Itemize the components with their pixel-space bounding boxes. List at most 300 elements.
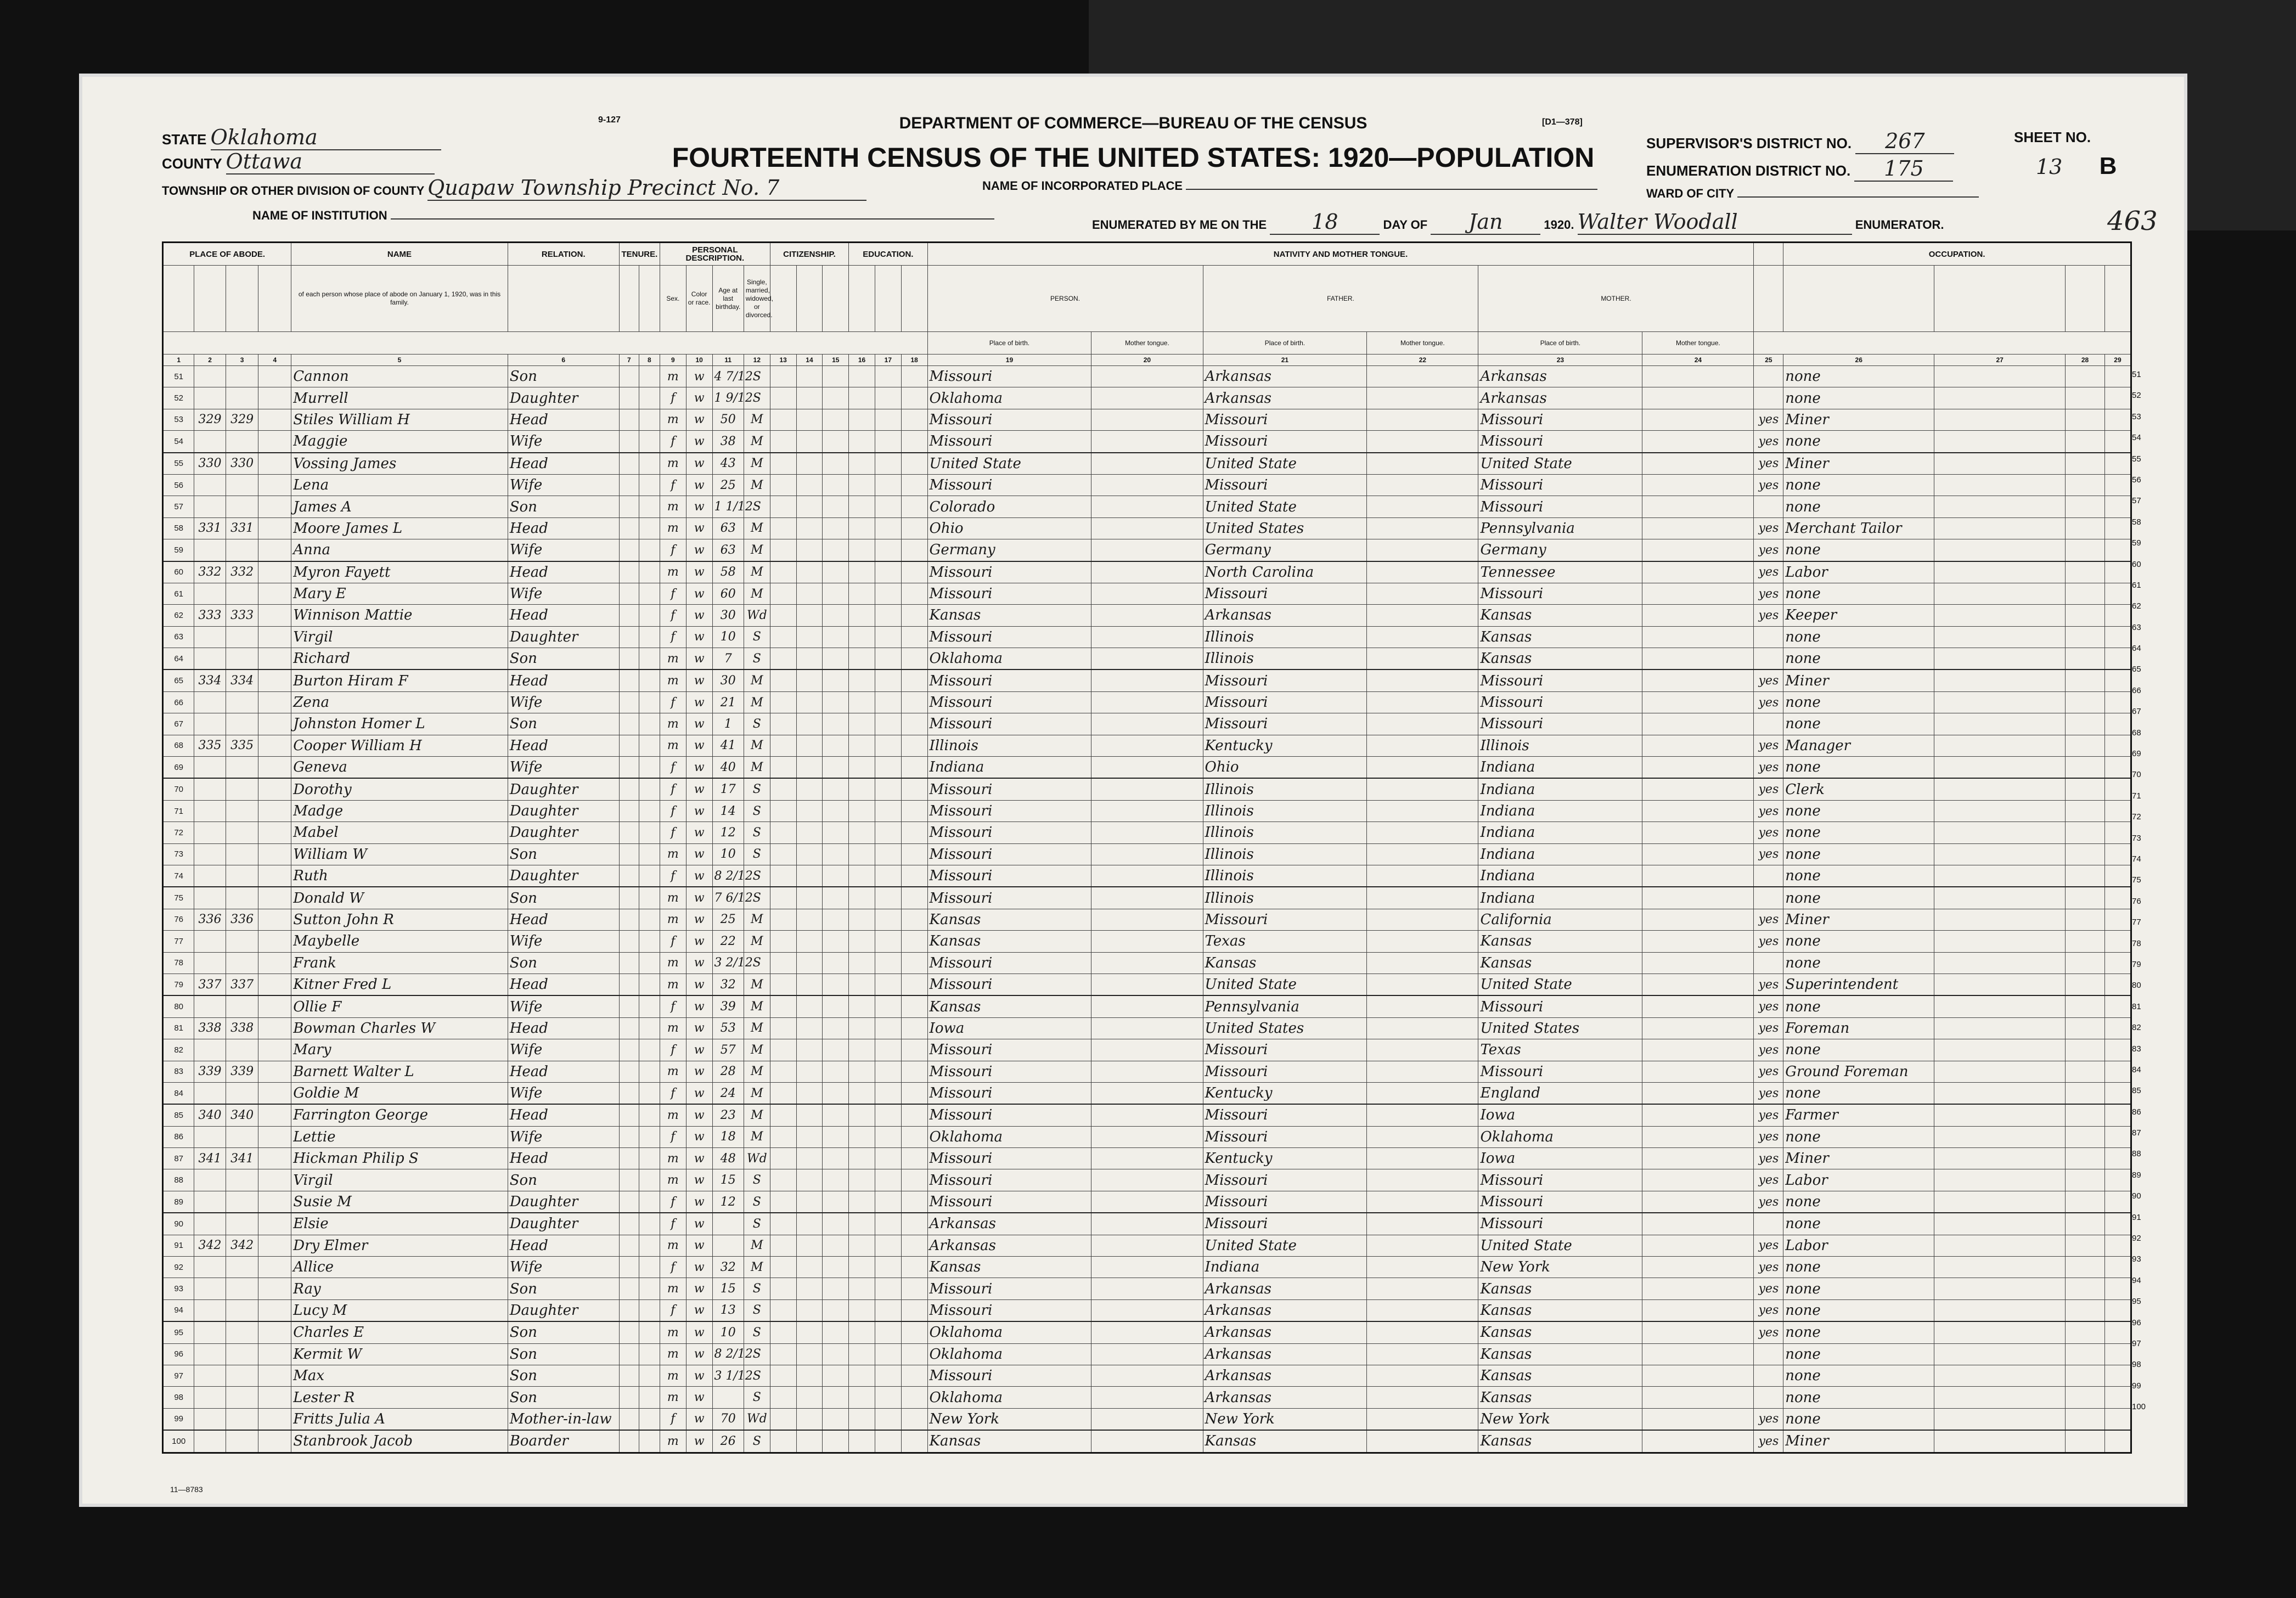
marital-status: Wd: [744, 1408, 770, 1430]
age: 24: [712, 1082, 744, 1104]
mother-place-of-birth: Indiana: [1478, 757, 1642, 779]
column-number: 22: [1367, 355, 1478, 366]
place-of-birth: Missouri: [927, 843, 1091, 865]
relation: Wife: [508, 691, 619, 713]
age: 23: [712, 1104, 744, 1126]
family-number: [226, 431, 258, 453]
line-number: 77: [163, 931, 194, 952]
place-of-birth: Arkansas: [927, 1235, 1091, 1256]
line-number: 81: [163, 1017, 194, 1039]
sex: m: [660, 1343, 686, 1365]
occupation: Miner: [1783, 1430, 1934, 1453]
father-place-of-birth: United State: [1203, 453, 1367, 475]
right-line-number: 90: [2132, 1191, 2141, 1201]
person-name: Stiles William H: [291, 409, 508, 430]
right-line-number: 77: [2132, 918, 2141, 927]
marital-status: Wd: [744, 1148, 770, 1169]
relation: Son: [508, 1278, 619, 1299]
place-of-birth: Missouri: [927, 778, 1091, 800]
father-place-of-birth: Arkansas: [1203, 1321, 1367, 1343]
table-row: [163, 1299, 2131, 1321]
dwelling-number: [194, 843, 226, 865]
speaks-english: yes: [1754, 995, 1783, 1017]
dwelling-number: 336: [194, 909, 226, 930]
family-number: [226, 1343, 258, 1365]
dwelling-number: [194, 995, 226, 1017]
line-number: 69: [163, 757, 194, 779]
marital-status: S: [744, 1169, 770, 1191]
marital-status: M: [744, 431, 770, 453]
place-of-birth: Ohio: [927, 517, 1091, 539]
father-place-of-birth: United States: [1203, 1017, 1367, 1039]
marital-status: S: [744, 496, 770, 517]
column-number: 8: [639, 355, 660, 366]
color: w: [686, 583, 712, 604]
occupation: none: [1783, 1321, 1934, 1343]
column-number: 12: [744, 355, 770, 366]
occupation: none: [1783, 1191, 1934, 1213]
father-place-of-birth: Arkansas: [1203, 605, 1367, 626]
person-name: Donald W: [291, 887, 508, 909]
place-of-birth: Missouri: [927, 583, 1091, 604]
color: w: [686, 561, 712, 583]
father-place-of-birth: Missouri: [1203, 909, 1367, 930]
dwelling-number: 338: [194, 1017, 226, 1039]
age: 8 2/12: [712, 865, 744, 887]
age: 60: [712, 583, 744, 604]
person-name: James A: [291, 496, 508, 517]
age: 14: [712, 800, 744, 821]
township-value: Quapaw Township Precinct No. 7: [427, 176, 866, 201]
table-row: [163, 1191, 2131, 1213]
table-row: [163, 1169, 2131, 1191]
mother-place-of-birth: Missouri: [1478, 1191, 1642, 1213]
relation: Daughter: [508, 822, 619, 843]
color: w: [686, 1082, 712, 1104]
relation: Head: [508, 561, 619, 583]
sex: m: [660, 496, 686, 517]
column-number: 17: [875, 355, 901, 366]
marital-status: S: [744, 648, 770, 670]
person-name: Maybelle: [291, 931, 508, 952]
mother-place-of-birth: Arkansas: [1478, 387, 1642, 409]
family-number: [226, 691, 258, 713]
father-place-of-birth: Ohio: [1203, 757, 1367, 779]
column-number: 15: [823, 355, 849, 366]
family-number: [226, 626, 258, 648]
person-name: Kitner Fred L: [291, 974, 508, 995]
age: 41: [712, 735, 744, 756]
age: 50: [712, 409, 744, 430]
marital-status: M: [744, 539, 770, 561]
color: w: [686, 626, 712, 648]
father-place-of-birth: Missouri: [1203, 669, 1367, 691]
family-number: [226, 1321, 258, 1343]
age: 7 6/12: [712, 887, 744, 909]
age: 21: [712, 691, 744, 713]
age: 3 2/12: [712, 952, 744, 974]
father-place-of-birth: Missouri: [1203, 1039, 1367, 1061]
marital-status: M: [744, 474, 770, 496]
dwelling-number: [194, 800, 226, 821]
relation: Wife: [508, 931, 619, 952]
sex: m: [660, 843, 686, 865]
institution-field: NAME OF INSTITUTION: [252, 209, 994, 223]
speaks-english: yes: [1754, 1126, 1783, 1147]
dwelling-number: 339: [194, 1061, 226, 1082]
color: w: [686, 517, 712, 539]
person-name: Elsie: [291, 1213, 508, 1235]
relation: Head: [508, 735, 619, 756]
place-of-birth: Missouri: [927, 1169, 1091, 1191]
age: 30: [712, 669, 744, 691]
relation: Head: [508, 453, 619, 475]
person-name: Cooper William H: [291, 735, 508, 756]
person-name: Dorothy: [291, 778, 508, 800]
age: 8 2/12: [712, 1343, 744, 1365]
mother-place-of-birth: Kansas: [1478, 1430, 1642, 1453]
right-line-number: 96: [2132, 1318, 2141, 1327]
mother-place-of-birth: Kansas: [1478, 1278, 1642, 1299]
dwelling-number: [194, 1213, 226, 1235]
family-number: [226, 1365, 258, 1386]
person-name: Vossing James: [291, 453, 508, 475]
place-of-birth: Oklahoma: [927, 387, 1091, 409]
relation: Head: [508, 1148, 619, 1169]
table-row: [163, 1321, 2131, 1343]
line-number: 65: [163, 669, 194, 691]
occupation: none: [1783, 1082, 1934, 1104]
sex: f: [660, 995, 686, 1017]
sex: f: [660, 822, 686, 843]
color: w: [686, 952, 712, 974]
occupation: none: [1783, 1278, 1934, 1299]
mother-place-of-birth: Kansas: [1478, 1343, 1642, 1365]
occupation: Labor: [1783, 561, 1934, 583]
incorporated-field: NAME OF INCORPORATED PLACE: [982, 179, 1597, 193]
age: 32: [712, 1257, 744, 1278]
family-number: [226, 931, 258, 952]
family-number: [226, 843, 258, 865]
mother-place-of-birth: Indiana: [1478, 800, 1642, 821]
right-line-number: 88: [2132, 1149, 2141, 1159]
sheet-field: SHEET NO.: [2014, 129, 2091, 145]
mother-place-of-birth: Missouri: [1478, 496, 1642, 517]
mother-place-of-birth: Iowa: [1478, 1148, 1642, 1169]
occupation: none: [1783, 843, 1934, 865]
speaks-english: yes: [1754, 1299, 1783, 1321]
line-number: 70: [163, 778, 194, 800]
col-marital: Single, married, widowed, or divorced.: [744, 266, 770, 332]
marital-status: M: [744, 735, 770, 756]
dwelling-number: 330: [194, 453, 226, 475]
table-row: [163, 1017, 2131, 1039]
sex: m: [660, 409, 686, 430]
sex: m: [660, 1148, 686, 1169]
age: 1 9/12: [712, 387, 744, 409]
supervisor-field: SUPERVISOR'S DISTRICT NO. 267: [1646, 129, 1954, 154]
right-line-number: 67: [2132, 707, 2141, 717]
mother-place-of-birth: Missouri: [1478, 669, 1642, 691]
place-of-birth: Germany: [927, 539, 1091, 561]
table-row: [163, 605, 2131, 626]
speaks-english: [1754, 648, 1783, 670]
color: w: [686, 1104, 712, 1126]
line-number: 92: [163, 1257, 194, 1278]
line-number: 84: [163, 1082, 194, 1104]
speaks-english: yes: [1754, 1235, 1783, 1256]
person-name: Charles E: [291, 1321, 508, 1343]
dwelling-number: [194, 583, 226, 604]
column-number: 7: [619, 355, 639, 366]
sex: f: [660, 1257, 686, 1278]
mother-place-of-birth: California: [1478, 909, 1642, 930]
person-name: Virgil: [291, 1169, 508, 1191]
family-number: 330: [226, 453, 258, 475]
family-number: [226, 952, 258, 974]
mother-place-of-birth: Illinois: [1478, 735, 1642, 756]
dwelling-number: 340: [194, 1104, 226, 1126]
mother-place-of-birth: Missouri: [1478, 431, 1642, 453]
county-value: Ottawa: [226, 149, 435, 175]
dwelling-number: [194, 496, 226, 517]
relation: Son: [508, 496, 619, 517]
col-abode: PLACE OF ABODE.: [163, 243, 291, 266]
relation: Head: [508, 974, 619, 995]
place-of-birth: Missouri: [927, 1039, 1091, 1061]
father-place-of-birth: Illinois: [1203, 865, 1367, 887]
age: 57: [712, 1039, 744, 1061]
dwelling-number: 329: [194, 409, 226, 430]
speaks-english: yes: [1754, 1148, 1783, 1169]
father-place-of-birth: Kentucky: [1203, 1148, 1367, 1169]
color: w: [686, 1387, 712, 1408]
line-number: 94: [163, 1299, 194, 1321]
speaks-english: yes: [1754, 561, 1783, 583]
dwelling-number: [194, 474, 226, 496]
table-row: [163, 1257, 2131, 1278]
sex: f: [660, 931, 686, 952]
color: w: [686, 1213, 712, 1235]
right-line-number: 99: [2132, 1381, 2141, 1391]
speaks-english: yes: [1754, 1278, 1783, 1299]
line-number: 79: [163, 974, 194, 995]
father-place-of-birth: Kansas: [1203, 1430, 1367, 1453]
relation: Son: [508, 1169, 619, 1191]
line-number: 95: [163, 1321, 194, 1343]
column-number: 21: [1203, 355, 1367, 366]
marital-status: S: [744, 626, 770, 648]
speaks-english: yes: [1754, 1257, 1783, 1278]
marital-status: S: [744, 1321, 770, 1343]
color: w: [686, 1126, 712, 1147]
column-number: 11: [712, 355, 744, 366]
marital-status: M: [744, 1082, 770, 1104]
father-place-of-birth: Missouri: [1203, 409, 1367, 430]
place-of-birth: Arkansas: [927, 1213, 1091, 1235]
dwelling-number: [194, 1169, 226, 1191]
relation: Daughter: [508, 626, 619, 648]
speaks-english: [1754, 952, 1783, 974]
speaks-english: yes: [1754, 605, 1783, 626]
person-name: Burton Hiram F: [291, 669, 508, 691]
mother-place-of-birth: New York: [1478, 1408, 1642, 1430]
occupation: none: [1783, 931, 1934, 952]
relation: Head: [508, 517, 619, 539]
family-number: 338: [226, 1017, 258, 1039]
sex: m: [660, 1387, 686, 1408]
table-row: [163, 822, 2131, 843]
state-field: STATE Oklahoma: [162, 125, 441, 150]
mother-place-of-birth: United State: [1478, 974, 1642, 995]
col-nativity: NATIVITY AND MOTHER TONGUE.: [927, 243, 1754, 266]
relation: Head: [508, 1017, 619, 1039]
occupation: none: [1783, 1387, 1934, 1408]
dwelling-number: 335: [194, 735, 226, 756]
right-line-number: 81: [2132, 1001, 2141, 1011]
occupation: none: [1783, 822, 1934, 843]
family-number: [226, 865, 258, 887]
sex: f: [660, 1213, 686, 1235]
person-name: Moore James L: [291, 517, 508, 539]
occupation: none: [1783, 539, 1934, 561]
right-line-number: 69: [2132, 749, 2141, 759]
relation: Daughter: [508, 865, 619, 887]
color: w: [686, 1191, 712, 1213]
family-number: [226, 822, 258, 843]
person-name: Mary E: [291, 583, 508, 604]
mother-place-of-birth: Kansas: [1478, 1299, 1642, 1321]
dwelling-number: [194, 931, 226, 952]
speaks-english: yes: [1754, 757, 1783, 779]
occupation: none: [1783, 1343, 1934, 1365]
table-row: [163, 474, 2131, 496]
column-number-row: [163, 355, 2131, 366]
occupation: none: [1783, 474, 1934, 496]
column-number: 10: [686, 355, 712, 366]
marital-status: S: [744, 1213, 770, 1235]
mother-place-of-birth: Indiana: [1478, 822, 1642, 843]
age: 13: [712, 1299, 744, 1321]
place-of-birth: Missouri: [927, 1299, 1091, 1321]
column-number: 14: [796, 355, 823, 366]
father-place-of-birth: Missouri: [1203, 474, 1367, 496]
person-name: Hickman Philip S: [291, 1148, 508, 1169]
color: w: [686, 822, 712, 843]
table-row: [163, 1061, 2131, 1082]
dwelling-number: [194, 366, 226, 387]
line-number: 73: [163, 843, 194, 865]
sex: m: [660, 1278, 686, 1299]
place-of-birth: Missouri: [927, 1365, 1091, 1386]
age: 12: [712, 1191, 744, 1213]
person-name: Fritts Julia A: [291, 1408, 508, 1430]
age: [712, 1235, 744, 1256]
father-place-of-birth: Illinois: [1203, 648, 1367, 670]
family-number: [226, 1039, 258, 1061]
dwelling-number: [194, 626, 226, 648]
dwelling-number: [194, 865, 226, 887]
relation: Head: [508, 605, 619, 626]
col-name-desc: of each person whose place of abode on January 1, 1920, was in this family.: [291, 266, 508, 332]
col-father: FATHER.: [1203, 266, 1478, 332]
family-number: 329: [226, 409, 258, 430]
place-of-birth: Kansas: [927, 1257, 1091, 1278]
occupation: none: [1783, 995, 1934, 1017]
mother-place-of-birth: Kansas: [1478, 1321, 1642, 1343]
sex: m: [660, 909, 686, 930]
place-of-birth: Missouri: [927, 474, 1091, 496]
place-of-birth: Kansas: [927, 931, 1091, 952]
father-place-of-birth: Kentucky: [1203, 1082, 1367, 1104]
family-number: [226, 1408, 258, 1430]
sex: f: [660, 757, 686, 779]
form-code: [D1—378]: [1542, 117, 1583, 127]
place-of-birth: Missouri: [927, 974, 1091, 995]
color: w: [686, 1365, 712, 1386]
relation: Wife: [508, 757, 619, 779]
age: [712, 1387, 744, 1408]
family-number: [226, 539, 258, 561]
right-line-number: 62: [2132, 601, 2141, 611]
relation: Son: [508, 1387, 619, 1408]
person-name: Farrington George: [291, 1104, 508, 1126]
age: 63: [712, 539, 744, 561]
right-line-number: 76: [2132, 896, 2141, 906]
place-of-birth: Kansas: [927, 909, 1091, 930]
line-number: 76: [163, 909, 194, 930]
relation: Head: [508, 1104, 619, 1126]
father-place-of-birth: Kansas: [1203, 952, 1367, 974]
right-line-number: 75: [2132, 875, 2141, 885]
col-personal: PERSONAL DESCRIPTION.: [660, 243, 770, 266]
marital-status: S: [744, 778, 770, 800]
occupation: Ground Foreman: [1783, 1061, 1934, 1082]
right-line-number: 60: [2132, 559, 2141, 569]
table-row: [163, 1104, 2131, 1126]
father-place-of-birth: Texas: [1203, 931, 1367, 952]
marital-status: M: [744, 1257, 770, 1278]
father-place-of-birth: Missouri: [1203, 583, 1367, 604]
sex: f: [660, 474, 686, 496]
relation: Mother-in-law: [508, 1408, 619, 1430]
family-number: [226, 366, 258, 387]
column-number: 26: [1783, 355, 1934, 366]
marital-status: S: [744, 822, 770, 843]
speaks-english: [1754, 1213, 1783, 1235]
relation: Wife: [508, 1126, 619, 1147]
place-of-birth: Kansas: [927, 1430, 1091, 1453]
color: w: [686, 387, 712, 409]
column-number: 1: [163, 355, 194, 366]
table-row: [163, 583, 2131, 604]
right-line-number: 73: [2132, 833, 2141, 843]
mother-place-of-birth: Texas: [1478, 1039, 1642, 1061]
marital-status: S: [744, 1278, 770, 1299]
age: 10: [712, 626, 744, 648]
mother-place-of-birth: United State: [1478, 1235, 1642, 1256]
right-line-number: 97: [2132, 1338, 2141, 1348]
line-number: 85: [163, 1104, 194, 1126]
mother-place-of-birth: Iowa: [1478, 1104, 1642, 1126]
father-place-of-birth: Illinois: [1203, 822, 1367, 843]
right-line-number: 66: [2132, 685, 2141, 695]
sex: f: [660, 1191, 686, 1213]
family-number: [226, 1126, 258, 1147]
person-name: Virgil: [291, 626, 508, 648]
age: 38: [712, 431, 744, 453]
mother-place-of-birth: Kansas: [1478, 1387, 1642, 1408]
